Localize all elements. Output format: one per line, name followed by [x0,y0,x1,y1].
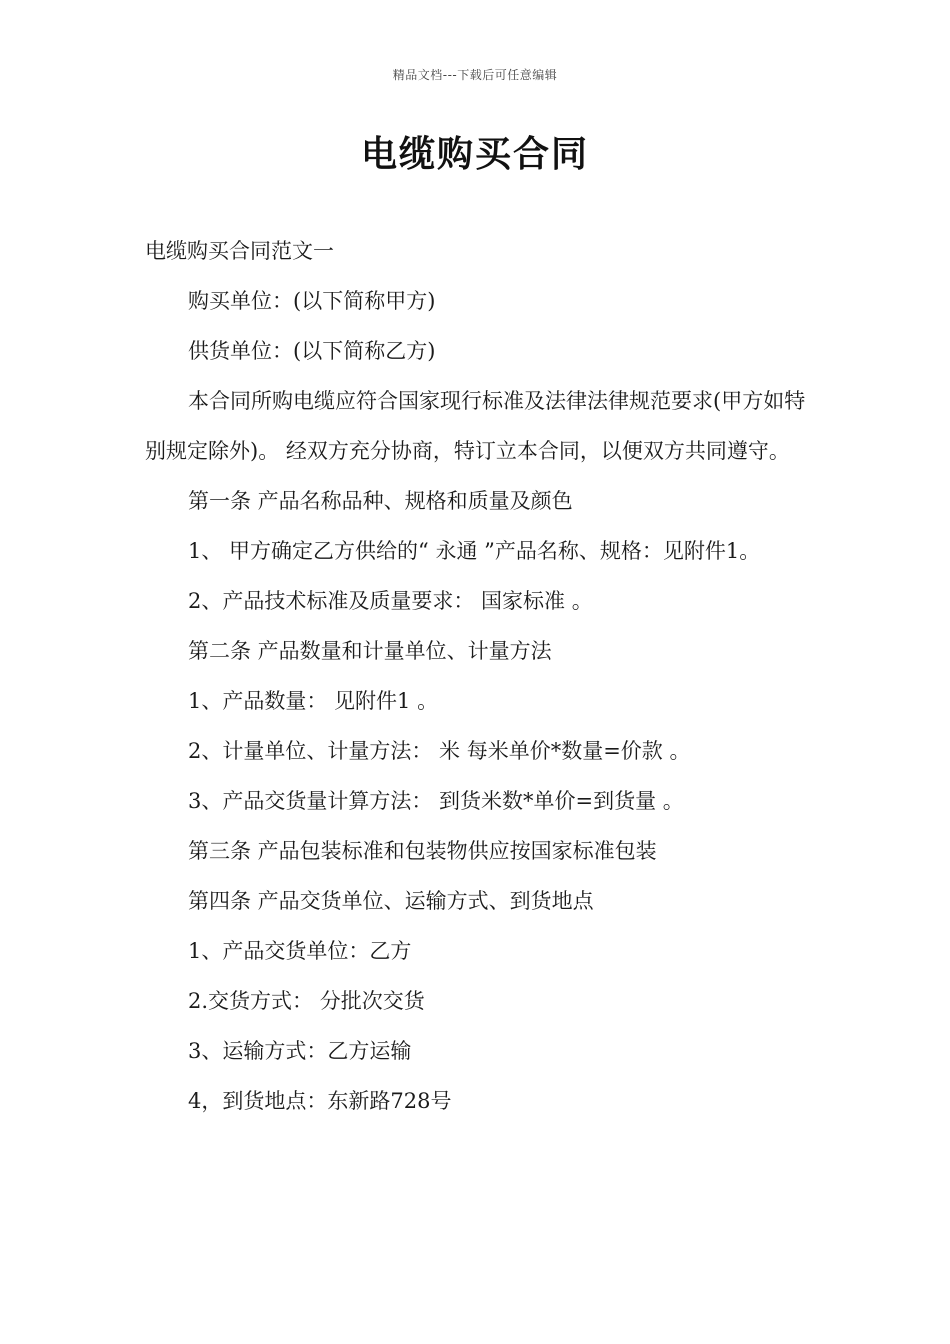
article-4-item-2: 2.交货方式： 分批次交货 [188,989,425,1013]
article-2-item-2: 2、计量单位、计量方法： 米 每米单价*数量=价款 。 [188,739,691,763]
article-4-item-3: 3、运输方式：乙方运输 [188,1039,412,1063]
article-2-heading: 第二条 产品数量和计量单位、计量方法 [188,639,552,663]
header-note: 精品文档---下载后可任意编辑 [392,68,558,82]
article-1-heading: 第一条 产品名称品种、规格和质量及颜色 [188,489,573,513]
article-2-item-1: 1、产品数量： 见附件1 。 [188,689,439,713]
article-1-item-1: 1、 甲方确定乙方供给的“ 永通 ”产品名称、规格：见附件1。 [188,539,761,563]
article-2-item-3: 3、产品交货量计算方法： 到货米数*单价=到货量 。 [188,789,684,813]
document-body [145,226,810,1126]
document-title: 电缆购买合同 [360,134,589,175]
supplier-line: 供货单位：(以下简称乙方) [188,339,436,363]
article-4-item-4: 4，到货地点：东新路728号 [188,1089,452,1113]
article-4-heading: 第四条 产品交货单位、运输方式、到货地点 [188,889,594,913]
buyer-line: 购买单位：(以下简称甲方) [188,289,436,313]
article-3-heading: 第三条 产品包装标准和包装物供应按国家标准包装 [188,839,657,863]
article-1-item-2: 2、产品技术标准及质量要求： 国家标准 。 [188,589,593,613]
article-4-item-1: 1、产品交货单位：乙方 [188,939,412,963]
section-heading: 电缆购买合同范文一 [145,239,334,263]
preamble-paragraph: 本合同所购电缆应符合国家现行标准及法律法律规范要求(甲方如特别规定除外)。 经双方充分协商，特订立本合同，以便双方共同遵守。 [145,389,806,463]
